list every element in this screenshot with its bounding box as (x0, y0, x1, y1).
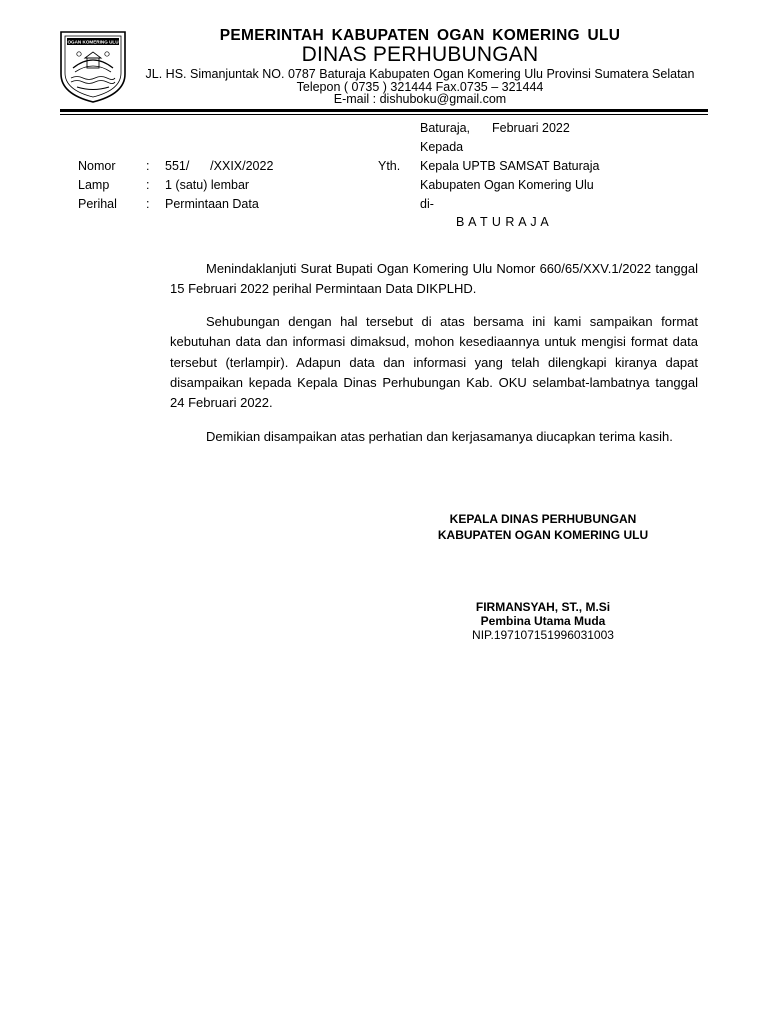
recipient-line3: di- (420, 197, 434, 211)
recipient-kepada: Kepada (420, 140, 464, 154)
header-government-name: PEMERINTAH KABUPATEN OGAN KOMERING ULU (219, 27, 621, 44)
date-value: Februari 2022 (492, 121, 570, 135)
recipient-line2: Kabupaten Ogan Komering Ulu (420, 178, 594, 192)
logo-ribbon-text: OGAN KOMERING ULU (67, 39, 119, 45)
meta-lamp-value: 1 (satu) lembar (165, 178, 250, 192)
meta-nomor-sep: : (146, 159, 150, 173)
recipient-yth: Yth. (378, 159, 401, 173)
regency-emblem-logo (57, 28, 129, 104)
signatory-nip: NIP.197107151996031003 (472, 628, 614, 642)
signature-title-2: KABUPATEN OGAN KOMERING ULU (437, 528, 649, 542)
header-divider-thin (60, 114, 708, 115)
meta-perihal-value: Permintaan Data (165, 197, 259, 211)
recipient-city: B A T U R A J A (456, 215, 550, 229)
meta-perihal-sep: : (146, 197, 150, 211)
letter-body-paragraph-2 (170, 312, 698, 413)
paragraph-text: Sehubungan dengan hal tersebut di atas bersama ini kami sampaikan format kebutuhan data dan informasi dimaksud, mohon kesediaannya untuk mengisi format data tersebut (terlampir). Adapun data dan informasi yang telah dilengkapi kiranya dapat disampaikan kepada Kepala Dinas Perhubungan Kab. OKU selambat-lambatnya tanggal 24 Februari 2022. (170, 314, 698, 411)
letter-body-paragraph-1 (170, 259, 698, 300)
signatory-rank: Pembina Utama Muda (480, 614, 606, 628)
meta-lamp-label: Lamp (78, 178, 110, 192)
header-address: JL. HS. Simanjuntak NO. 0787 Baturaja Kabupaten Ogan Komering Ulu Provinsi Sumatera Selatan (145, 67, 695, 81)
letter-body-paragraph-3 (170, 427, 698, 447)
paragraph-text: Menindaklanjuti Surat Bupati Ogan Komering Ulu Nomor 660/65/XXV.1/2022 tanggal 15 Februari 2022 perihal Permintaan Data DIKPLHD. (170, 261, 698, 297)
meta-perihal-label: Perihal (78, 197, 117, 211)
meta-lamp-sep: : (146, 178, 150, 192)
header-email: E-mail : dishuboku@gmail.com (333, 92, 507, 106)
meta-nomor-label: Nomor (78, 159, 116, 173)
signature-title-1: KEPALA DINAS PERHUBUNGAN (449, 512, 637, 526)
paragraph-text: Demikian disampaikan atas perhatian dan kerjasamanya diucapkan terima kasih. (206, 429, 673, 444)
recipient-line1: Kepala UPTB SAMSAT Baturaja (420, 159, 600, 173)
date-place: Baturaja, (420, 121, 471, 135)
signatory-name: FIRMANSYAH, ST., M.Si (475, 600, 611, 614)
header-agency-name: DINAS PERHUBUNGAN (301, 43, 539, 66)
header-phone: Telepon ( 0735 ) 321444 Fax.0735 – 321444 (296, 80, 544, 94)
meta-nomor-value: 551/ /XXIX/2022 (165, 159, 274, 173)
header-divider-thick (60, 109, 708, 112)
